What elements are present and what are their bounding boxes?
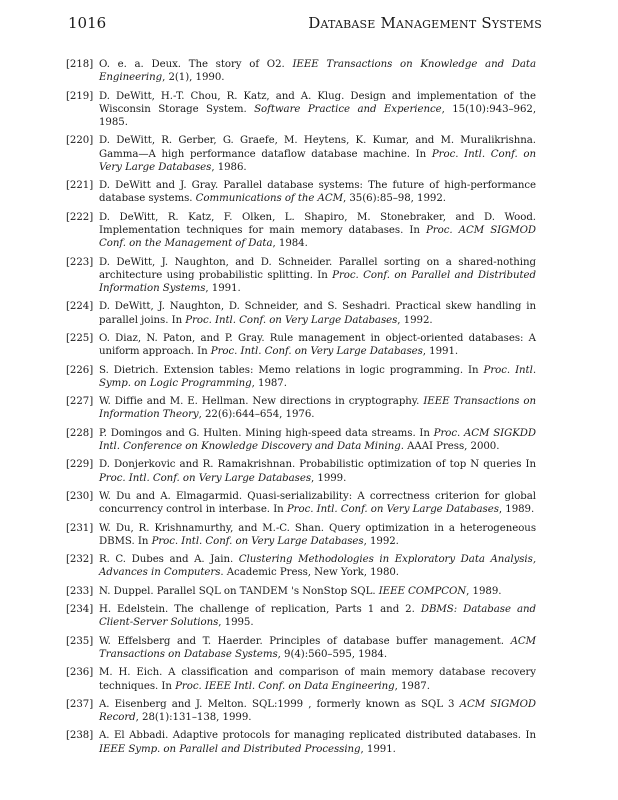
reference-venue: Proc. Conf. on Parallel and Distributed Information Systems: [99, 269, 536, 294]
reference-details: , 1986.: [211, 161, 247, 173]
reference-text: W. Du, R. Krishnamurthy, and M.-C. Shan. Query optimization in a heterogeneous DBMS. In: [99, 522, 536, 547]
reference-number: [234]: [66, 604, 94, 616]
reference-text: O. Diaz, N. Paton, and P. Gray. Rule management in object-oriented databases: A uniform approach. In: [99, 332, 536, 358]
reference-details: , 1995.: [218, 617, 254, 629]
reference-number: [219]: [66, 90, 94, 102]
reference-details: , 1987.: [394, 680, 430, 692]
reference-details: , 1992.: [397, 314, 433, 326]
reference-details: . Academic Press, New York, 1980.: [220, 567, 399, 579]
reference-number: [223]: [66, 256, 94, 268]
reference-venue: ACM SIGMOD Record: [99, 698, 537, 724]
page-header: [68, 14, 542, 36]
reference-entry: [66, 395, 536, 421]
reference-entry: [66, 179, 536, 205]
reference-text: O. e. a. Deux. The story of O2.: [99, 59, 293, 70]
reference-entry: [66, 256, 536, 296]
reference-number: [224]: [66, 301, 94, 313]
reference-details: , 9(4):560–595, 1984.: [277, 648, 388, 660]
reference-number: [228]: [66, 427, 94, 439]
reference-entry: [66, 553, 536, 579]
reference-entry: [66, 211, 536, 251]
reference-entry: [66, 458, 536, 484]
reference-entry: [66, 58, 536, 84]
reference-entry: [66, 603, 536, 629]
reference-venue: DBMS: Database and Client-Server Solutions: [99, 604, 536, 629]
reference-venue: Proc. Intl. Symp. on Logic Programming: [99, 364, 537, 389]
reference-venue: Proc. IEEE Intl. Conf. on Data Engineering: [175, 680, 395, 692]
reference-text: A. El Abbadi. Adaptive protocols for managing replicated distributed databases. In: [99, 730, 536, 742]
reference-entry: [66, 729, 536, 755]
reference-number: [227]: [66, 396, 94, 408]
reference-number: [218]: [66, 59, 94, 70]
reference-text: D. DeWitt, J. Naughton, and D. Schneider. Parallel sorting on a shared-nothing architecture using probabilistic splitting. In: [99, 256, 536, 281]
reference-number: [238]: [66, 730, 94, 742]
reference-text: D. Donjerkovic and R. Ramakrishnan. Probabilistic optimization of top N queries In: [99, 459, 536, 471]
reference-details: , 1999.: [311, 472, 347, 484]
reference-text: D. DeWitt, H.-T. Chou, R. Katz, and A. Klug. Design and implementation of the Wisconsin Storage System.: [99, 90, 536, 115]
reference-details: , 1987.: [251, 377, 287, 389]
reference-details: , 1984.: [272, 238, 308, 250]
reference-number: [220]: [66, 135, 94, 147]
reference-venue: Proc. Intl. Conf. on Very Large Databases: [210, 346, 423, 358]
reference-text: W. Diffie and M. E. Hellman. New directions in cryptography.: [99, 396, 424, 408]
reference-text: D. DeWitt, J. Naughton, D. Schneider, and S. Seshadri. Practical skew handling in parallel joins. In: [99, 301, 536, 326]
reference-text: N. Duppel. Parallel SQL on TANDEM 's NonStop SQL.: [99, 585, 379, 597]
reference-venue: Communications of the ACM: [195, 193, 343, 205]
reference-number: [236]: [66, 667, 94, 679]
reference-entry: [66, 134, 536, 174]
reference-text: A. Eisenberg and J. Melton. SQL:1999 , formerly known as SQL 3: [99, 698, 460, 710]
reference-venue: Proc. Intl. Conf. on Very Large Databases: [99, 472, 312, 484]
reference-venue: IEEE Transactions on Knowledge and Data Engineering: [99, 59, 536, 84]
reference-text: P. Domingos and G. Hulten. Mining high-speed data streams. In: [99, 427, 434, 439]
reference-details: , 1991.: [360, 743, 396, 755]
reference-venue: Proc. ACM SIGKDD Intl. Conference on Knowledge Discovery and Data Mining: [99, 427, 536, 452]
reference-details: , 1991.: [205, 282, 241, 294]
reference-number: [221]: [66, 180, 94, 192]
reference-entry: [66, 332, 536, 358]
reference-venue: Proc. Intl. Conf. on Very Large Databases: [185, 314, 398, 326]
reference-venue: ACM Transactions on Database Systems: [99, 635, 536, 660]
running-title: Database Management Systems: [308, 14, 542, 32]
reference-number: [222]: [66, 211, 94, 223]
reference-text: D. DeWitt and J. Gray. Parallel database systems: The future of high-performance database systems.: [99, 180, 536, 205]
reference-text: D. DeWitt, R. Gerber, G. Graefe, M. Heytens, K. Kumar, and M. Muralikrishna. Gamma—A high performance dataflow database machine. In: [99, 135, 536, 160]
reference-entry: [66, 300, 536, 326]
reference-venue: IEEE Transactions on Information Theory: [99, 396, 537, 421]
reference-entry: [66, 585, 536, 598]
reference-venue: Proc. Intl. Conf. on Very Large Databases: [286, 504, 499, 516]
reference-entry: [66, 90, 536, 130]
reference-venue: Clustering Methodologies in Exploratory Data Analysis, Advances in Computers: [99, 554, 537, 579]
reference-entry: [66, 364, 536, 390]
reference-number: [237]: [66, 698, 94, 710]
reference-text: D. DeWitt, R. Katz, F. Olken, L. Shapiro, M. Stonebraker, and D. Wood. Implementation techniques for main memory databases. In: [99, 211, 536, 236]
reference-entry: [66, 522, 536, 548]
reference-number: [235]: [66, 635, 94, 647]
reference-entry: [66, 490, 536, 516]
reference-details: , 1989.: [498, 504, 535, 516]
reference-venue: Proc. ACM SIGMOD Conf. on the Management of Data: [99, 224, 536, 250]
reference-details: , 15(10):943–962, 1985.: [99, 103, 537, 128]
reference-venue: Software Practice and Experience: [254, 103, 442, 115]
reference-details: , 1992.: [363, 535, 399, 547]
reference-details: , 1989.: [466, 585, 502, 597]
reference-venue: Proc. Intl. Conf. on Very Large Databases: [99, 148, 536, 173]
reference-venue: IEEE COMPCON: [378, 585, 467, 597]
reference-text: S. Dietrich. Extension tables: Memo relations in logic programming. In: [99, 364, 484, 376]
reference-entry: [66, 635, 536, 661]
reference-entry: [66, 666, 536, 692]
reference-number: [230]: [66, 490, 94, 502]
reference-text: W. Effelsberg and T. Haerder. Principles of database buffer management.: [99, 635, 511, 647]
reference-venue: IEEE Symp. on Parallel and Distributed Processing: [99, 743, 361, 755]
reference-details: , 1991.: [422, 346, 459, 358]
reference-number: [231]: [66, 522, 94, 534]
reference-details: . AAAI Press, 2000.: [400, 440, 500, 452]
reference-venue: Proc. Intl. Conf. on Very Large Databases: [151, 535, 364, 547]
reference-list: [66, 58, 536, 761]
reference-text: W. Du and A. Elmagarmid. Quasi-serializability: A correctness criterion for global concurrency control in interbase. In: [99, 490, 536, 516]
reference-number: [229]: [66, 459, 94, 471]
page-number: 1016: [68, 14, 107, 32]
reference-details: , 2(1), 1990.: [162, 72, 225, 84]
reference-text: M. H. Eich. A classification and comparison of main memory database recovery techniques. In: [99, 667, 536, 692]
reference-number: [225]: [66, 332, 94, 344]
reference-number: [233]: [66, 585, 94, 597]
reference-entry: [66, 698, 536, 724]
reference-entry: [66, 427, 536, 453]
reference-number: [232]: [66, 554, 94, 566]
reference-text: H. Edelstein. The challenge of replication, Parts 1 and 2.: [99, 604, 421, 616]
reference-details: , 35(6):85–98, 1992.: [342, 193, 446, 205]
reference-details: , 22(6):644–654, 1976.: [198, 409, 315, 421]
reference-details: , 28(1):131–138, 1999.: [135, 712, 252, 724]
reference-number: [226]: [66, 364, 94, 376]
reference-text: R. C. Dubes and A. Jain.: [99, 554, 239, 566]
